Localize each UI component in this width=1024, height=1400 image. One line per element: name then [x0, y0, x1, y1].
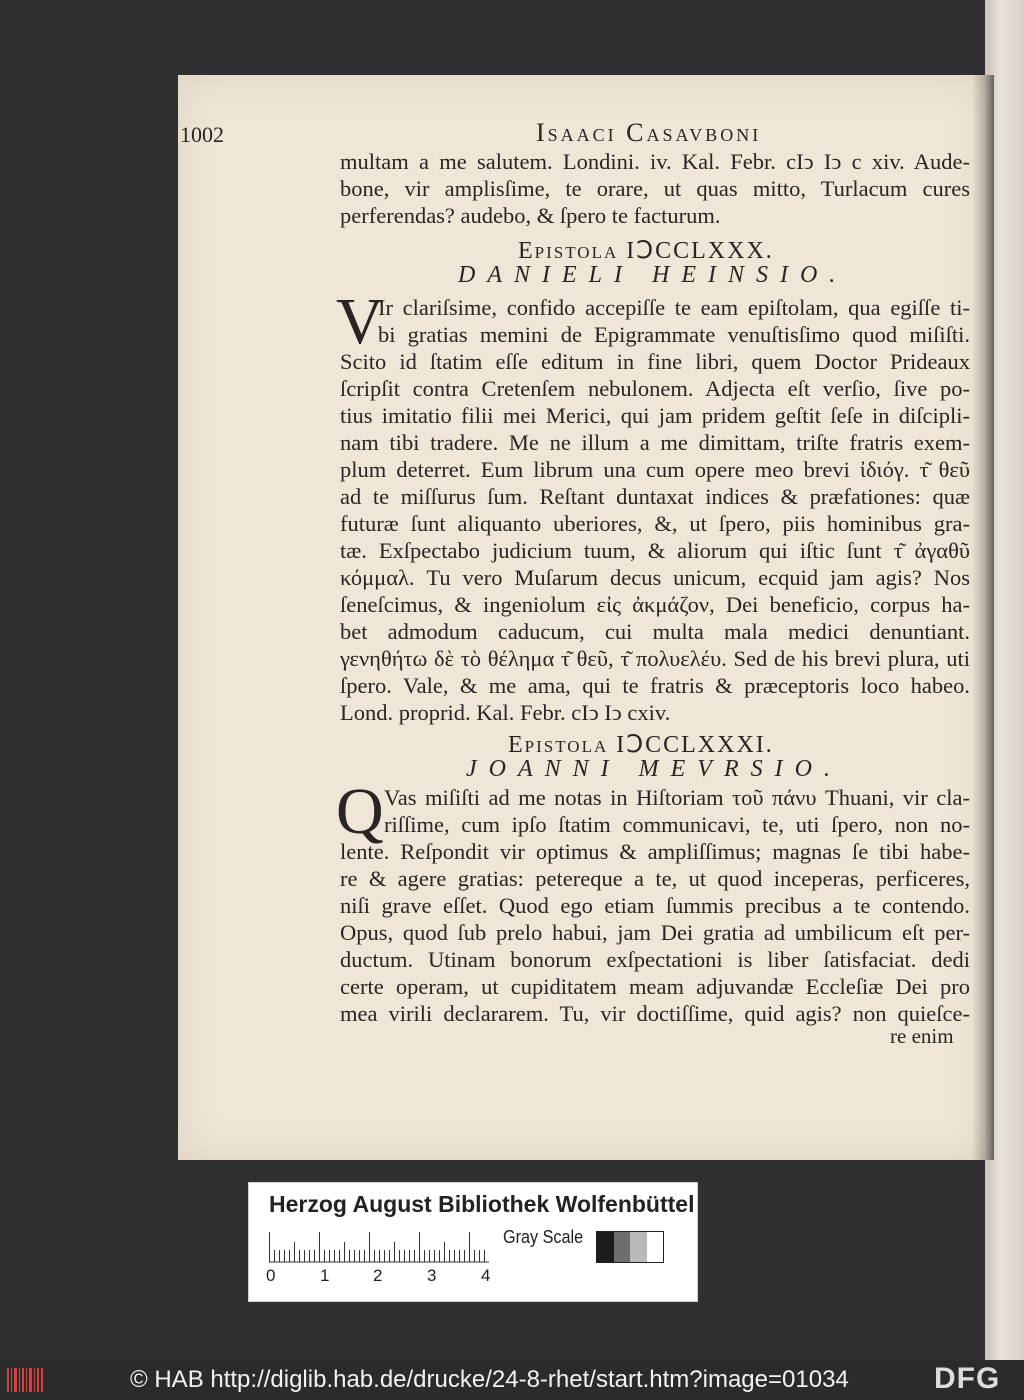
text-line: lente. Reſpondit vir optimus & ampliſſimus; magnas ſe tibi habe- [340, 839, 970, 864]
text-line: ad te miſſurus ſum. Reſtant duntaxat indices & præfationes: quæ [340, 484, 970, 509]
text-line: Scito id ſtatim eſſe editum in fine libri, quem Doctor Prideaux [340, 349, 970, 374]
text-line: ſeneſcimus, & ingeniolum εἰς ἀκμάζον, Dei beneficio, corpus ha- [340, 592, 970, 617]
text-line: niſi grave eſſet. Quod ego etiam ſummis precibus a te contendo. [340, 893, 970, 918]
text-line: ſcripſit contra Cretenſem nebulonem. Adjecta eſt verſio, ſive po- [340, 376, 970, 401]
text-line: bi gratias memini de Epigrammate venuſtisſimo quod miſiſti. [378, 322, 970, 347]
catchword: re enim [890, 1024, 954, 1048]
copyright-link[interactable]: © HAB http://diglib.hab.de/drucke/24-8-rhet/start.htm?image=01034 [130, 1366, 849, 1393]
drop-capital: V [336, 285, 384, 358]
epistle-addressee: DANIELI HEINSIO. [458, 262, 848, 288]
text-line: mea virili declararem. Tu, vir doctiſſime, quid agis? non quieſce- [340, 1001, 970, 1026]
gray-scale-label: Gray Scale [503, 1227, 584, 1247]
gray-swatch-white [647, 1232, 664, 1262]
text-line: Opus, quod ſub prelo habui, jam Dei gratia ad umbilicum eſt per- [340, 920, 970, 945]
epistle-heading: Epistola IↃCCLXXX. [518, 238, 774, 264]
spine-shadow [972, 75, 994, 1160]
epistle-body [378, 294, 970, 348]
text-line: perferendas? audebo, & ſpero te facturum. [340, 203, 721, 228]
cm-ruler [269, 1231, 489, 1263]
text-line: re & agere gratias: petereque a te, ut quod inceperas, perficeres, [340, 866, 970, 891]
text-line: Lond. proprid. Kal. Febr. cIↄ Iↄ cxiv. [340, 700, 671, 725]
library-name: Herzog August Bibliothek Wolfenbüttel [269, 1191, 695, 1217]
text-line: γενηθήτω δὲ τὸ θέλημα τ͂ θεῦ, τ͂ πολυελέυ. Sed de his brevi plura, uti [340, 646, 970, 671]
epistle-addressee: JOANNI MEVRSIO. [466, 756, 842, 782]
text-line: Ir clariſsime, confido accepiſſe te eam epiſtolam, qua egiſſe ti- [378, 295, 970, 320]
epistle-heading: Epistola IↃCCLXXXI. [508, 732, 774, 758]
ruler-number: 4 [481, 1266, 491, 1285]
ruler-number: 0 [266, 1266, 276, 1285]
text-block-opening [340, 148, 970, 229]
epistle-body-continued [340, 838, 970, 1027]
gray-scale-swatch [596, 1231, 664, 1263]
text-line: Vas miſiſti ad me notas in Hiſtoriam τοῦ πάνυ Thuani, vir cla- [384, 785, 970, 810]
text-line: riſſime, cum ipſo ſtatim communicavi, te, uti ſpero, non no- [384, 812, 970, 837]
text-line: futuræ ſunt aliquanto uberiores, &, ut ſpero, piis hominibus gra- [340, 511, 970, 536]
gray-swatch-light [630, 1232, 647, 1262]
ruler-number: 3 [427, 1266, 437, 1285]
gray-swatch-black [597, 1232, 614, 1262]
text-line: tæ. Exſpectabo judicium tuum, & aliorum qui iſtic ſunt τ͂ ἀγαθῦ [340, 538, 970, 563]
barcode-icon [6, 1366, 46, 1394]
text-line: certe operam, ut cupiditatem meam adjuvandæ Eccleſiæ Dei pro [340, 974, 970, 999]
running-head-title: Isaaci Casavboni [536, 118, 762, 147]
text-line: ductum. Utinam bonorum exſpectationi is liber ſatisfaciat. dedi [340, 947, 970, 972]
gray-swatch-dark [614, 1232, 631, 1262]
text-line: bone, vir amplisſime, te orare, ut quas mitto, Turlacum cures [340, 176, 970, 201]
dfg-logo: DFG [934, 1362, 1001, 1395]
epistle-body-continued [340, 348, 970, 726]
ruler-number: 2 [373, 1266, 383, 1285]
text-line: nam tibi tradere. Me ne illum a me dimittam, triſte fratris exem- [340, 430, 970, 455]
drop-capital: Q [336, 775, 384, 848]
text-line: κόμμαλ. Tu vero Muſarum decus unicum, ecquid jam agis? Nos [340, 565, 970, 590]
text-line: tius imitatio filii mei Merici, qui jam pridem geſtit ſeſe in diſcipli- [340, 403, 970, 428]
page-number: 1002 [180, 122, 224, 147]
text-line: plum deterret. Eum librum una cum opere meo brevi ἰδιόγ. τ͂ θεῦ [340, 457, 970, 482]
epistle-body [384, 784, 970, 838]
text-line: bet admodum caducum, cui multa mala medici denuntiant. [340, 619, 970, 644]
text-line: ſpero. Vale, & me ama, qui te fratris & præceptoris loco habeo. [340, 673, 970, 698]
ruler-number: 1 [320, 1266, 330, 1285]
text-line: multam a me salutem. Londini. iv. Kal. Febr. cIↄ Iↄ c xiv. Aude- [340, 149, 970, 174]
